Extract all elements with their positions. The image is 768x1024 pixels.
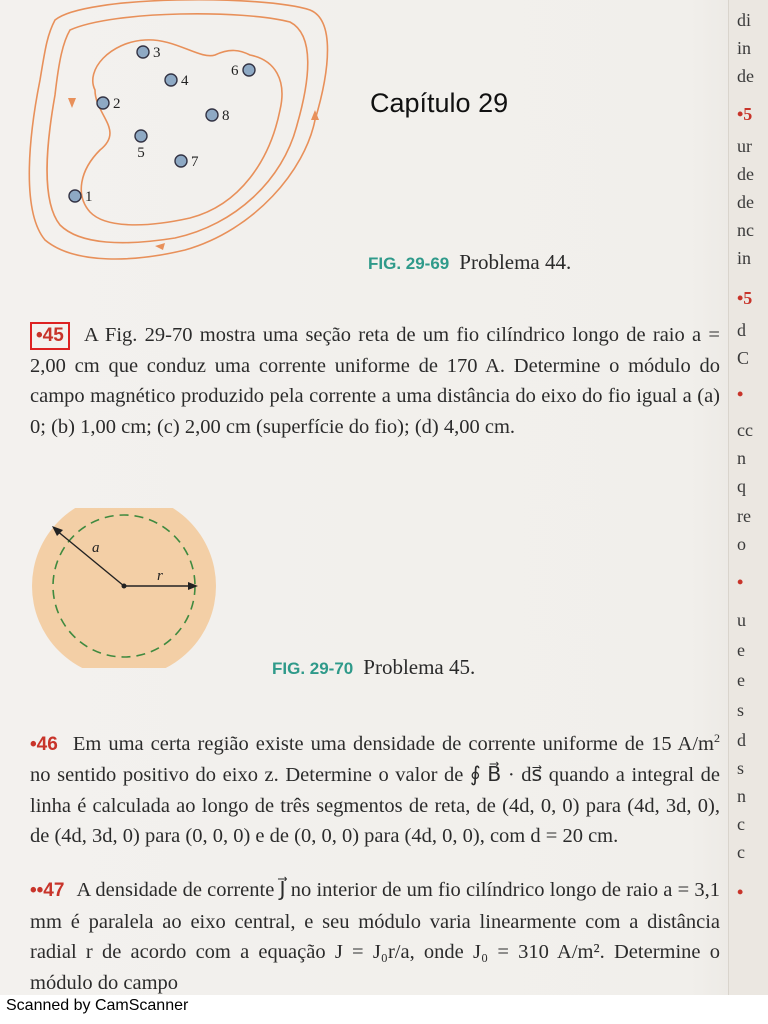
margin-fragment: s: [737, 758, 745, 778]
wire-label-6: 6: [231, 63, 239, 79]
wire-3: [137, 46, 149, 58]
wire-8: [206, 109, 218, 121]
wire-7: [175, 155, 187, 167]
margin-fragment: n: [737, 786, 746, 806]
margin-fragment: •: [737, 882, 744, 902]
figure-29-69: [25, 0, 365, 280]
margin-fragment: q: [737, 476, 746, 496]
label-a: a: [92, 540, 100, 556]
problem-45-text: A Fig. 29-70 mostra uma seção reta de um fio cilíndrico longo de raio a = 2,00 cm que conduz uma corrente uniforme de 170 A. Determine o módulo do campo magnético produzido pela corrente a uma distância do eixo do fio igual a (a) 0; (b) 1,00 cm; (c) 2,00 cm (superfície do fio); (d) 4,00 cm.: [30, 324, 720, 438]
margin-fragment: e: [737, 670, 745, 690]
problem-47-text: A densidade de corrente J⃗ no interior de um fio cilíndrico longo de raio a = 3,1 mm é paralela ao eixo central, e seu módulo varia linearmente com a distância radial r de acordo com a equação J = J₀r/a, onde J₀ = 310 A/m². Determine o módulo do campo: [30, 879, 720, 994]
wire-label-5: 5: [137, 145, 145, 161]
margin-fragment: de: [737, 192, 754, 212]
problem-45-number: •45: [30, 322, 70, 350]
problem-46-number: •46: [30, 733, 58, 755]
margin-fragment: in: [737, 248, 752, 268]
wire-label-2: 2: [113, 96, 121, 112]
loop-arrow-left: [68, 98, 76, 108]
margin-fragment: c: [737, 842, 745, 862]
margin-fragment: d: [737, 730, 746, 750]
margin-fragment: s: [737, 700, 745, 720]
center-point: [122, 584, 127, 589]
margin-fragment: n: [737, 448, 746, 468]
margin-fragment: de: [737, 66, 754, 86]
margin-fragment: •5: [737, 288, 753, 308]
margin-fragment: •: [737, 384, 744, 404]
problem-46-text-1: Em uma certa região existe uma densidade de corrente uniforme de 15 A/m: [72, 732, 715, 755]
wire-label-3: 3: [153, 45, 161, 61]
wire-4: [165, 74, 177, 86]
wire-label-8: 8: [222, 108, 230, 124]
margin-fragment: c: [737, 814, 745, 834]
label-r: r: [157, 568, 163, 584]
margin-fragment: u: [737, 610, 746, 630]
loop-arrow-bottom: [155, 243, 165, 250]
problem-47-number: ••47: [30, 880, 65, 901]
problem-46-text-2: no sentido positivo do eixo z. Determine o valor de ∮ B⃗ · ds⃗ quando a integral de linha é calculada ao longo de três segmentos de reta, de (4d, 0, 0) para (4d, 3d, 0), de (4d, 3d, 0) para (0, 0, 0) e de (0, 0, 0) para (4d, 0, 0), com d = 20 cm.: [30, 764, 720, 848]
margin-fragment: cc: [737, 420, 753, 440]
problem-47: [30, 875, 720, 995]
margin-fragment: di: [737, 10, 752, 30]
problem-46-superscript: 2: [714, 731, 721, 745]
wire-label-4: 4: [181, 73, 189, 89]
margin-fragment: e: [737, 640, 745, 660]
wire-1: [69, 190, 81, 202]
middle-loop: [47, 14, 308, 243]
margin-fragment: de: [737, 164, 754, 184]
wire-5: [135, 130, 147, 142]
figure-29-69-label: FIG. 29-69: [368, 254, 450, 273]
scanner-footer: [0, 995, 768, 1024]
figure-29-69-caption: [368, 250, 571, 275]
margin-fragment: ur: [737, 136, 752, 156]
wire-markers: [69, 45, 255, 205]
scanner-watermark: Scanned by CamScanner: [6, 997, 189, 1014]
margin-fragment: nc: [737, 220, 754, 240]
figure-29-70: [30, 508, 220, 668]
figure-29-70-problem-ref: Problema 45.: [363, 655, 476, 679]
wire-2: [97, 97, 109, 109]
figure-29-70-caption: [272, 655, 475, 680]
figure-29-69-problem-ref: Problema 44.: [459, 250, 572, 274]
margin-fragment: •5: [737, 104, 753, 124]
problem-46: [30, 723, 720, 852]
wire-label-1: 1: [85, 189, 93, 205]
right-margin-column: [728, 0, 768, 995]
figure-29-70-label: FIG. 29-70: [272, 659, 354, 678]
margin-fragment: •: [737, 572, 744, 592]
margin-fragment: re: [737, 506, 751, 526]
wire-label-7: 7: [191, 154, 199, 170]
margin-fragment: C: [737, 348, 750, 368]
margin-fragment: d: [737, 320, 746, 340]
wire-6: [243, 64, 255, 76]
margin-fragment: in: [737, 38, 752, 58]
chapter-title: Capítulo 29: [370, 88, 509, 118]
margin-fragment: o: [737, 534, 746, 554]
problem-45: [30, 320, 720, 442]
